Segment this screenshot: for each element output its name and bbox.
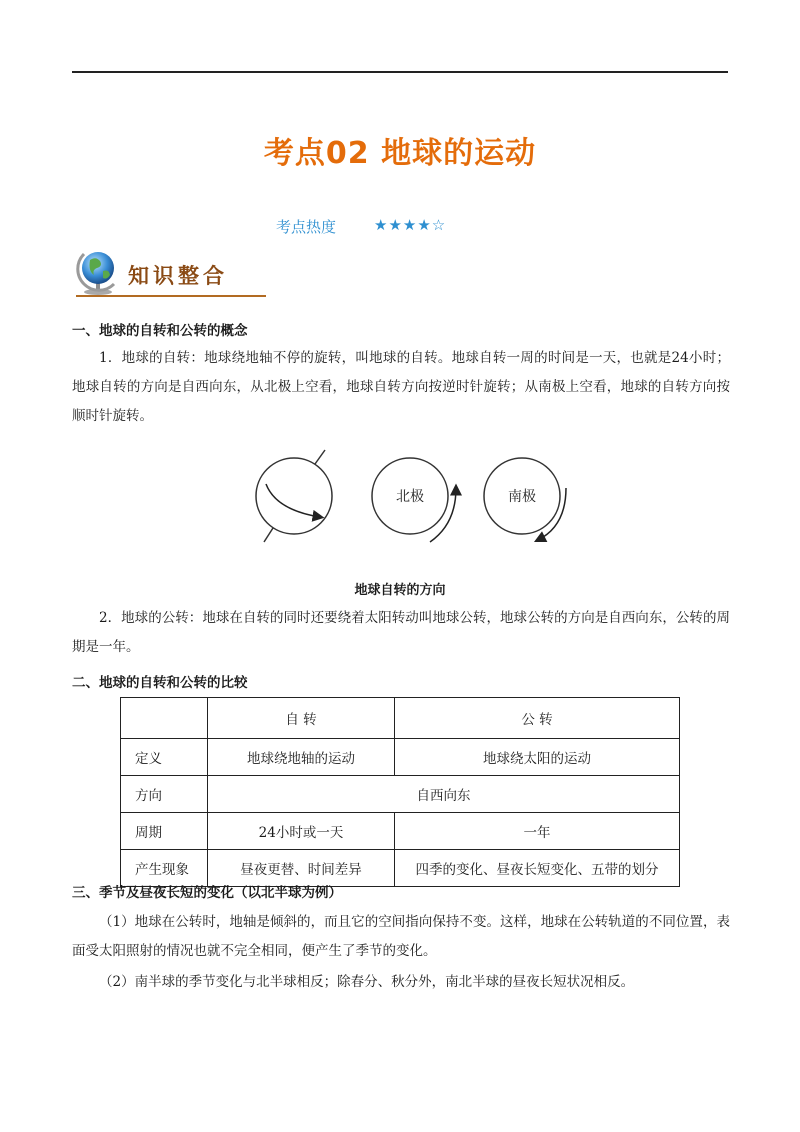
table-cell: 昼夜更替、时间差异 xyxy=(208,850,395,887)
table-header-cell: 自 转 xyxy=(208,698,395,739)
table-header-cell: 公 转 xyxy=(395,698,680,739)
heat-label: 考点热度 xyxy=(276,218,337,236)
section1-heading: 一、地球的自转和公转的概念 xyxy=(72,323,248,339)
top-rule xyxy=(72,71,728,73)
table-cell-merged: 自西向东 xyxy=(208,776,680,813)
rotation-figure xyxy=(252,446,582,556)
table-row-label: 方向 xyxy=(121,776,208,813)
table-cell: 24小时或一天 xyxy=(208,813,395,850)
banner-title: 知识整合 xyxy=(128,264,228,288)
banner-underline xyxy=(76,295,266,297)
heat-row xyxy=(276,216,447,237)
section1-paragraph1: 1．地球的自转：地球绕地轴不停的旋转，叫地球的自转。地球自转一周的时间是一天，也就是24小时；地球自转的方向是自西向东，从北极上空看，地球自转方向按逆时针旋转；从南极上空看，地球的自转方向按顺时针旋转。 xyxy=(72,350,730,424)
table-row xyxy=(121,739,680,776)
heat-stars: ★★★★☆ xyxy=(374,216,447,234)
table-row-label: 产生现象 xyxy=(121,850,208,887)
section3-heading: 三、季节及昼夜长短的变化（以北半球为例） xyxy=(72,885,342,901)
table-header-row xyxy=(121,698,680,739)
table-row xyxy=(121,813,680,850)
globe-icon xyxy=(76,246,126,296)
figure-caption: 地球自转的方向 xyxy=(354,583,446,598)
table-row xyxy=(121,776,680,813)
table-cell: 地球绕太阳的运动 xyxy=(395,739,680,776)
rotation-diagram xyxy=(252,446,582,556)
south-pole-label: 南极 xyxy=(508,489,536,505)
table-row-label: 周期 xyxy=(121,813,208,850)
table-header-cell xyxy=(121,698,208,739)
table-cell: 一年 xyxy=(395,813,680,850)
section3-paragraph2: （2）南半球的季节变化与北半球相反；除春分、秋分外，南北半球的昼夜长短状况相反。 xyxy=(99,974,635,990)
table-row-label: 定义 xyxy=(121,739,208,776)
table-cell: 地球绕地轴的运动 xyxy=(208,739,395,776)
north-pole-label: 北极 xyxy=(396,489,424,505)
section3-paragraph1: （1）地球在公转时，地轴是倾斜的，而且它的空间指向保持不变。这样，地球在公转轨道的不同位置，表面受太阳照射的情况也就不完全相同，便产生了季节的变化。 xyxy=(72,914,730,959)
section1-paragraph2: 2．地球的公转：地球在自转的同时还要绕着太阳转动叫地球公转，地球公转的方向是自西向东，公转的周期是一年。 xyxy=(72,610,730,655)
knowledge-banner xyxy=(76,246,266,300)
comparison-table xyxy=(120,697,680,887)
section2-heading: 二、地球的自转和公转的比较 xyxy=(72,675,248,691)
table-cell: 四季的变化、昼夜长短变化、五带的划分 xyxy=(395,850,680,887)
tilted-earth-circle xyxy=(256,450,332,542)
page-title: 考点02 地球的运动 xyxy=(263,136,537,171)
